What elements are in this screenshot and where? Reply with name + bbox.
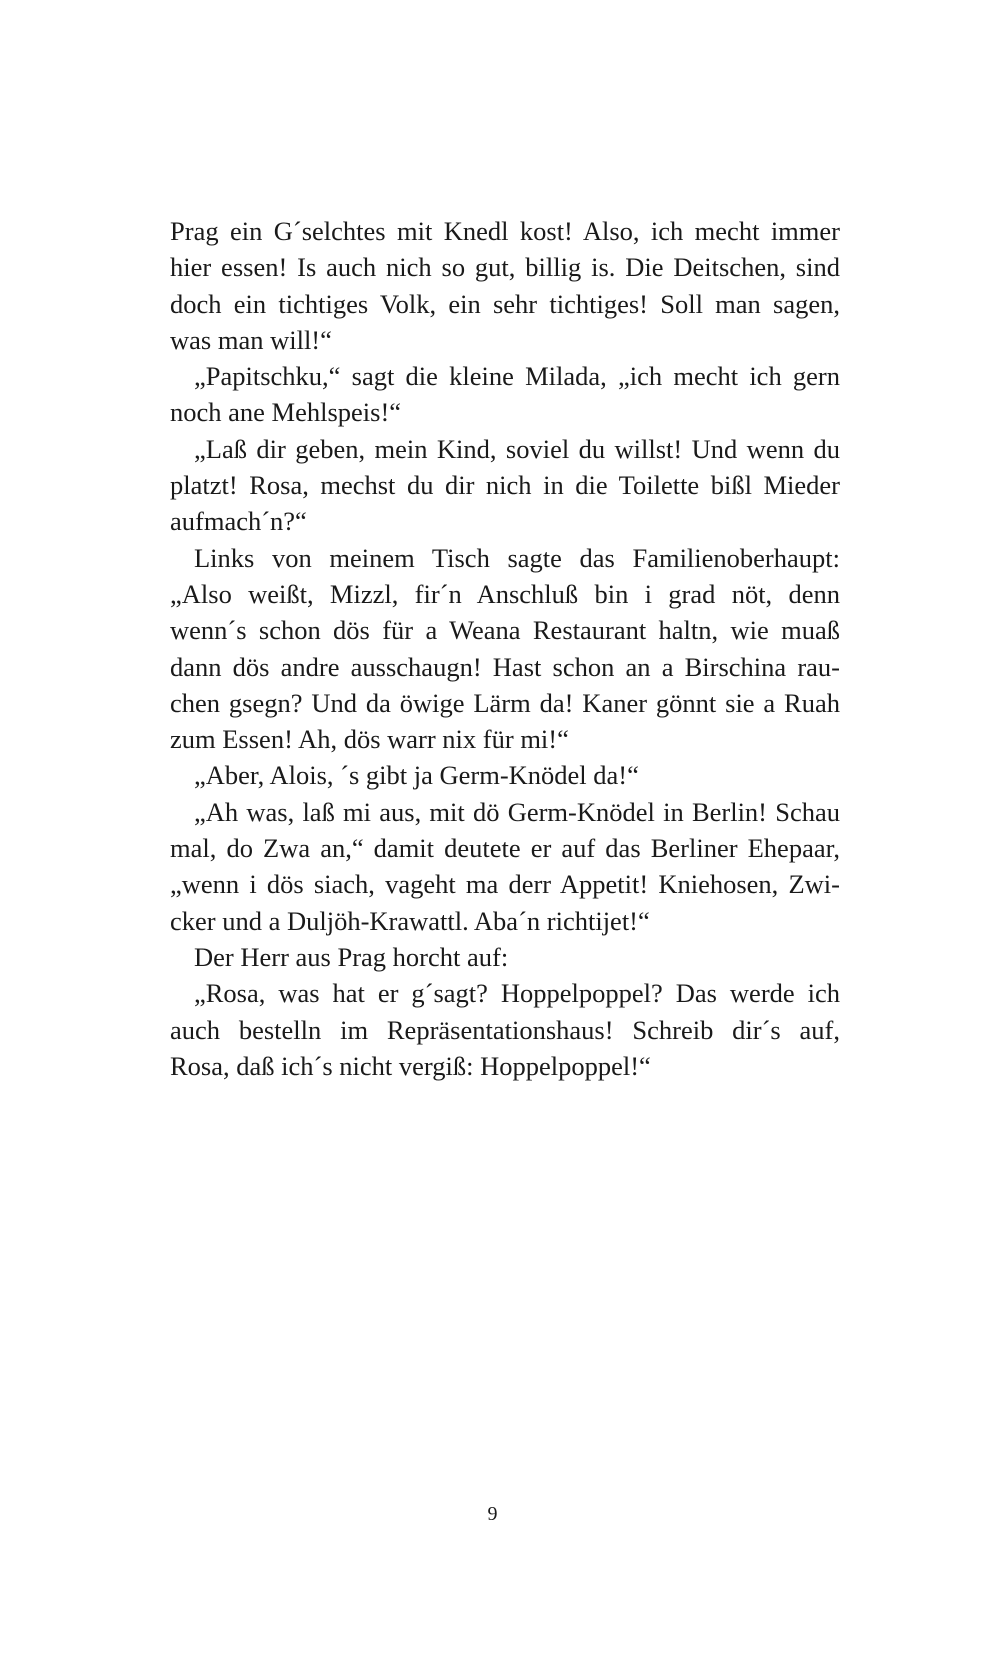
text-line: noch ane Mehlspeis!“ [170,397,402,428]
text-line: „Aber, Alois, ´s gibt ja Germ-Knödel da!“ [194,760,639,791]
text-line: mal, do Zwa an,“ damit deutete er auf das Berliner Ehepaar, [170,833,840,864]
text-line: doch ein tichtiges Volk, ein sehr tichtiges! Soll man sagen, [170,288,840,319]
text-line: aufmach´n?“ [170,506,307,537]
text-line: dann dös andre ausschaugn! Hast schon an a Birschina rau- [170,651,840,682]
text-line: zum Essen! Ah, dös warr nix für mi!“ [170,724,569,755]
text-line: „Also weißt, Mizzl, fir´n Anschluß bin i grad nöt, denn [170,578,840,609]
text-line: chen gsegn? Und da öwige Lärm da! Kaner gönnt sie a Ruah [170,687,840,718]
text-line: „Ah was, laß mi aus, mit dö Germ-Knödel in Berlin! Schau [194,796,840,827]
text-line: Rosa, daß ich´s nicht vergiß: Hoppelpoppel!“ [170,1050,651,1081]
text-line: Links von meinem Tisch sagte das Familienoberhaupt: [194,542,840,573]
text-line: „wenn i dös siach, vageht ma derr Appetit! Kniehosen, Zwi- [170,869,840,900]
text-line: platzt! Rosa, mechst du dir nich in die Toilette bißl Mieder [170,470,840,501]
text-line: wenn´s schon dös für a Weana Restaurant haltn, wie muaß [170,615,840,646]
text-line: „Papitschku,“ sagt die kleine Milada, „ich mecht ich gern [194,361,840,392]
page-number: 9 [487,1503,498,1525]
text-line: „Laß dir geben, mein Kind, soviel du willst! Und wenn du [194,433,840,464]
text-line: hier essen! Is auch nich so gut, billig is. Die Deitschen, sind [170,252,840,283]
text-line: cker und a Duljöh-Krawattl. Aba´n richtijet!“ [170,905,650,936]
text-line: „Rosa, was hat er g´sagt? Hoppelpoppel? Das werde ich [194,978,840,1009]
text-line: Prag ein G´selchtes mit Knedl kost! Also, ich mecht immer [170,216,840,246]
text-line: Der Herr aus Prag horcht auf: [194,941,509,972]
body-text [170,213,840,1084]
text-line: was man will!“ [170,324,332,355]
text-line: auch bestelln im Repräsentationshaus! Schreib dir´s auf, [170,1014,840,1045]
